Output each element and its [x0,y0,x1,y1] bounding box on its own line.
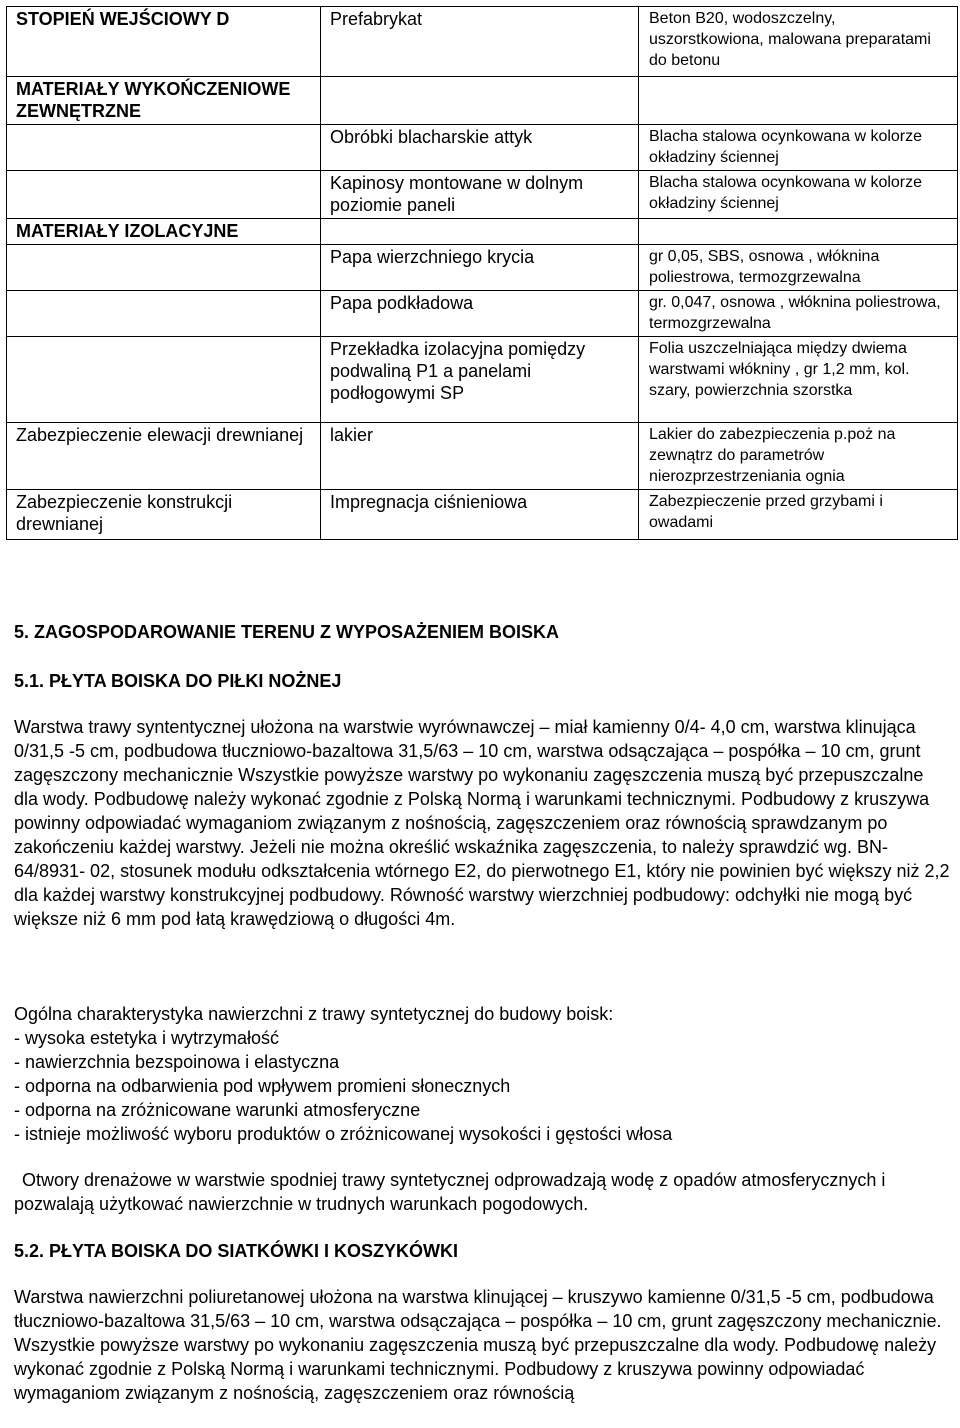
paragraph: Warstwa trawy syntentycznej ułożona na warstwie wyrównawczej – miał kamienny 0/4- 4,0 cm, warstwa klinująca 0/31,5 -5 cm, podbudowa tłuczniowo-bazaltowa 31,5/63 – 10 cm, warstwa odsączająca – pospółka – 10 cm, grunt zagęszczony mechanicznie Wszystkie powyższe warstwy po wykonaniu zagęszczenia muszą być przepuszczalne dla wody. Podbudowę należy wykonać zgodnie z Polską Normą i warunkami technicznymi. Podbudowy z kruszywa powinny odpowiadać wymaganiom związanym z nośnością, zagęszczeniem oraz równością sprawdzanym po zakończeniu każdej warstwy. Jeżeli nie można określić wskaźnika zagęszczenia, to należy sprawdzić wg. BN- 64/8931- 02, stosunek modułu odkształcenia wtórnego E2, do pierwotnego E1, który nie powinien być większy niż 2,2 dla każdej warstwy konstrukcyjnej podbudowy. Równość warstwy wierzchniej podbudowy: odchyłki nie mogą być większe niż 6 mm pod łatą krawędziową o długości 4m. [14,717,950,929]
table-cell: Papa podkładowa [321,291,639,337]
list-item: - odporna na odbarwienia pod wpływem promieni słonecznych [14,1076,511,1096]
table-cell [321,77,639,125]
table-cell: MATERIAŁY IZOLACYJNE [7,219,321,245]
table-cell: Kapinosy montowane w dolnym poziomie paneli [321,171,639,219]
table-cell [321,219,639,245]
table-cell: gr. 0,047, osnowa , włóknina poliestrowa, termozgrzewalna [639,291,958,337]
list-item: - nawierzchnia bezspoinowa i elastyczna [14,1052,340,1072]
table-cell: MATERIAŁY WYKOŃCZENIOWE ZEWNĘTRZNE [7,77,321,125]
table-row [7,77,958,125]
table-cell: Prefabrykat [321,7,639,77]
table-cell: Obróbki blacharskie attyk [321,125,639,171]
features-intro: Ogólna charakterystyka nawierzchni z trawy syntetycznej do budowy boisk: [14,1004,614,1024]
subsection-heading: 5.2. PŁYTA BOISKA DO SIATKÓWKI I KOSZYKÓWKI [14,1241,459,1261]
section-heading: 5. ZAGOSPODAROWANIE TERENU Z WYPOSAŻENIEM BOISKA [14,622,560,642]
table-row [7,171,958,219]
table-cell [639,219,958,245]
table-cell: lakier [321,423,639,490]
table-cell: Papa wierzchniego krycia [321,245,639,291]
table-cell: Impregnacja ciśnieniowa [321,490,639,540]
drainage-paragraph: Otwory drenażowe w warstwie spodniej trawy syntetycznej odprowadzają wodę z opadów atmosferycznych i pozwalają użytkować nawierzchnie w trudnych warunkach pogodowych. [14,1170,886,1214]
table-cell: Beton B20, wodoszczelny, uszorstkowiona, malowana preparatami do betonu [639,7,958,77]
table-cell [7,125,321,171]
table-row [7,423,958,490]
list-item: - wysoka estetyka i wytrzymałość [14,1028,280,1048]
table-cell: Zabezpieczenie przed grzybami i owadami [639,490,958,540]
table-cell: gr 0,05, SBS, osnowa , włóknina poliestrowa, termozgrzewalna [639,245,958,291]
table-cell [7,171,321,219]
table-cell: Zabezpieczenie elewacji drewnianej [7,423,321,490]
table-row [7,245,958,291]
table-cell [7,245,321,291]
table-cell: Blacha stalowa ocynkowana w kolorze okładziny ściennej [639,125,958,171]
table-cell: Blacha stalowa ocynkowana w kolorze okładziny ściennej [639,171,958,219]
table-row [7,219,958,245]
paragraph: Warstwa nawierzchni poliuretanowej ułożona na warstwa klinującej – kruszywo kamienne 0/31,5 -5 cm, podbudowa tłuczniowo-bazaltowa 31,5/63 – 10 cm, warstwa odsączająca – pospółka – 10 cm, grunt zagęszczony mechanicznie. Wszystkie powyższe warstwy po wykonaniu zagęszczenia muszą być przepuszczalne dla wody. Podbudowę należy wykonać zgodnie z Polską Normą i warunkami technicznymi. Podbudowy z kruszywa powinny odpowiadać wymaganiom związanym z nośnością, zagęszczeniem oraz równością [14,1287,942,1403]
table-cell [639,77,958,125]
features-list [14,1026,950,1146]
table-row [7,490,958,540]
table-cell: Przekładka izolacyjna pomiędzy podwaliną P1 a panelami podłogowymi SP [321,337,639,423]
table-row [7,337,958,423]
table-row [7,7,958,77]
table-cell [7,337,321,423]
table-cell: Lakier do zabezpieczenia p.poż na zewnątrz do parametrów nierozprzestrzeniania ognia [639,423,958,490]
table-cell: Zabezpieczenie konstrukcji drewnianej [7,490,321,540]
table-cell: Folia uszczelniająca między dwiema warstwami włókniny , gr 1,2 mm, kol. szary, powierzchnia szorstka [639,337,958,423]
list-item: - istnieje możliwość wyboru produktów o zróżnicowanej wysokości i gęstości włosa [14,1124,673,1144]
list-item: - odporna na zróżnicowane warunki atmosferyczne [14,1100,421,1120]
table-row [7,291,958,337]
subsection-heading: 5.1. PŁYTA BOISKA DO PIŁKI NOŻNEJ [14,671,342,691]
table-cell [7,291,321,337]
table-row [7,125,958,171]
materials-table [6,6,958,540]
table-cell: STOPIEŃ WEJŚCIOWY D [7,7,321,77]
